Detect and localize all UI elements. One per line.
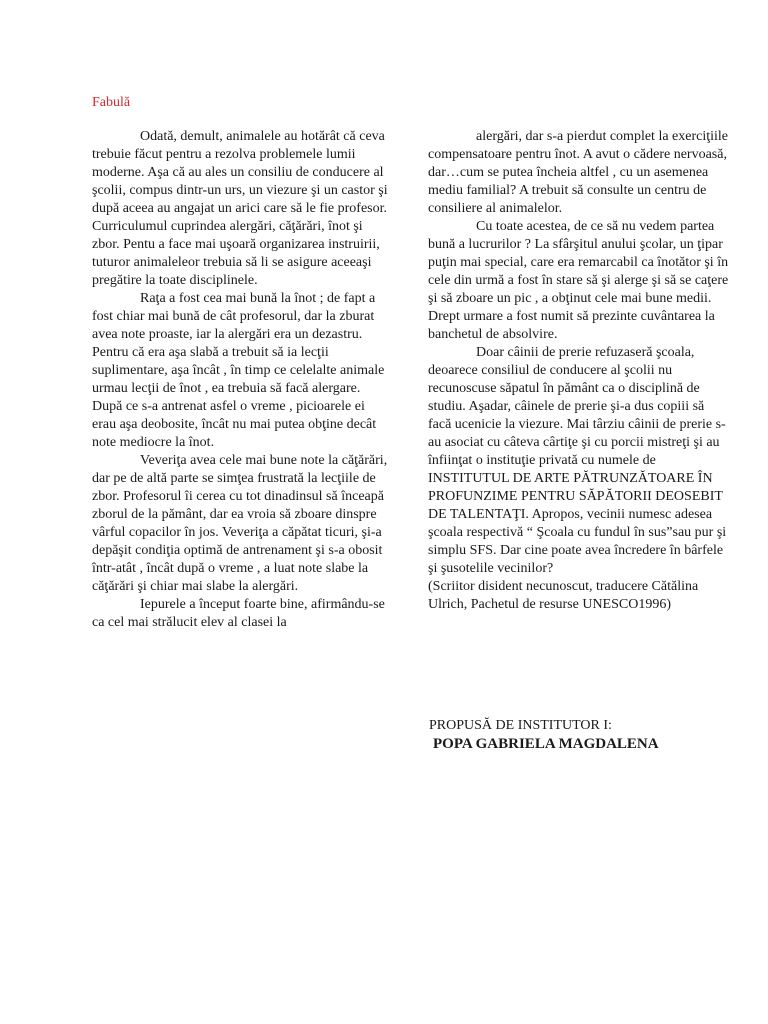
paragraph-rabbit-start: Iepurele a început foarte bine, afirmându-se ca cel mai strălucit elev al clasei la <box>92 597 385 630</box>
paragraph-intro: Odată, demult, animalele au hotărât că ceva trebuie făcut pentru a rezolva problemele lumii moderne. Aşa că au ales un consiliu de conducere al şcolii, compus dintr-un urs, un viezure şi un castor şi după aceea au angajat un arici care să le fie profesor. Curriculumul cuprindea alergări, căţărări, înot şi zbor. Pentu a face mai uşoară organizarea instruirii, tuturor animaleleor trebuia să li se asigure aceeaşi pregătire la toate disciplinele. <box>92 129 388 288</box>
citation: (Scriitor disident necunoscut, traducere Cătălina Ulrich, Pachetul de resurse UNESCO1996) <box>428 579 699 612</box>
right-column <box>428 128 730 614</box>
paragraph-prairie-dogs: Doar câinii de prerie refuzaseră şcoala, deoarece consiliul de conducere al şcolii nu recunoscuse săpatul în pământ ca o disciplină de studiu. Aşadar, câinele de prerie şi-a dus copiii să facă ucenicie la viezure. Mai târziu câinii de prerie s-au asociat cu câteva cârtiţe şi cu porcii mistreţi şi au înfiinţat o instituţie privată cu numele de INSTITUTUL DE ARTE PĂTRUNZĂTOARE ÎN PROFUNZIME PENTRU SĂPĂTORII DEOSEBIT DE TALENTAŢI. Apropos, vecinii numesc adesea şcoala respectivă “ Şcoala cu fundul în sus”sau pur şi simplu SFS. Dar cine poate avea încredere în bârfele şi şusotelile vecinilor? <box>428 345 727 576</box>
paragraph-duck: Raţa a fost cea mai bună la înot ; de fapt a fost chiar mai bună de cât profesorul, dar la zburat avea note proaste, iar la alergări era un dezastru. Pentru că era aşa slabă a trebuit să ia lecţii suplimentare, aşa încât , în timp ce celelalte animale urmau lecţii de înot , ea trebuia să facă alergare. După ce s-a antrenat asfel o vreme , picioarele ei erau aşa deobosite, încât nu mai putea obţine decât note mediocre la înot. <box>92 291 385 450</box>
paragraph-rabbit-end: alergări, dar s-a pierdut complet la exerciţiile compensatoare pentru înot. A avut o cădere nervoasă, dar…cum se putea încheia altfel , cu un asemenea mediu familial? A trebuit să consulte un centru de consiliere al animalelor. <box>428 129 729 216</box>
proposer-name: POPA GABRIELA MAGDALENA <box>433 736 659 752</box>
proposer-block <box>429 716 749 754</box>
paragraph-eel: Cu toate acestea, de ce să nu vedem partea bună a lucrurilor ? La sfârşitul anului şcolar, un ţipar puţin mai special, care era remarcabil ca înotător şi în cele din urmă a fost în stare să şi alerge şi să se caţere şi să zboare un pic , a obţinut cele mai bune medii. Drept urmare a fost numit să prezinte cuvântarea la banchetul de absolvire. <box>428 219 729 342</box>
proposer-label: PROPUSĂ DE INSTITUTOR I: <box>429 718 612 733</box>
left-column <box>92 128 388 632</box>
paragraph-squirrel: Veveriţa avea cele mai bune note la căţărări, dar pe de altă parte se simţea frustrată la lecţiile de zbor. Profesorul îi cerea cu tot dinadinsul să înceapă zborul de la pământ, dar ea vroia să zboare dinspre vârful copacilor în jos. Veveriţa a căpătat ticuri, şi-a depăşit condiţia optimă de antrenament şi s-a obosit într-atât , încât după o vreme , a luat note slabe la căţărări şi chiar mai slabe la alergări. <box>92 453 388 594</box>
document-title: Fabulă <box>92 95 131 110</box>
